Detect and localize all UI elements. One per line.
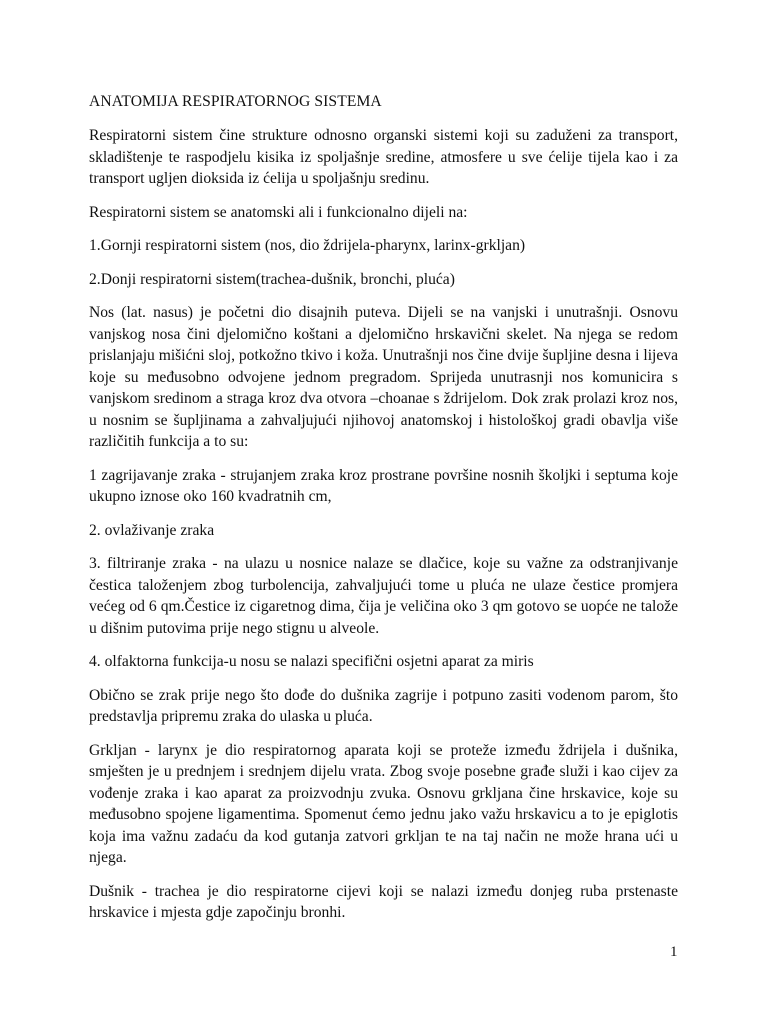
list-item-warming: 1 zagrijavanje zraka - strujanjem zraka kroz prostrane površine nosnih školjki i septuma koje ukupno iznose oko 160 kvadratnih cm, bbox=[89, 466, 678, 505]
paragraph-division: Respiratorni sistem se anatomski ali i funkcionalno dijeli na: bbox=[89, 203, 468, 221]
paragraph-larynx: Grkljan - larynx je dio respiratornog aparata koji se proteže između ždrijela i dušnika, smješten je u prednjem i srednjem dijelu vrata. Zbog svoje posebne građe služi i kao cijev za vođenje zraka i kao aparat za proizvodnju zvuka. Osnovu grkljana čine hrskavice, koje su međusobno spojene ligamentima. Spomenut ćemo jednu jako važu hrskavicu a to je epiglotis koja ima važnu zadaću da kod gutanja zatvori grkljan te na taj način ne može hrana ući u njega. bbox=[89, 741, 678, 866]
list-item-humidifying: 2. ovlaživanje zraka bbox=[89, 521, 215, 539]
list-item-lower-system: 2.Donji respiratorni sistem(trachea-dušnik, bronchi, pluća) bbox=[89, 270, 455, 288]
paragraph-intro: Respiratorni sistem čine strukture odnosno organski sistemi koji su zaduženi za transport, skladištenje te raspodjelu kisika iz spoljašnje sredine, atmosfere u sve ćelije tijela kao i za transport ugljen dioksida iz ćelija u spoljašnju sredinu. bbox=[89, 127, 678, 187]
list-item-olfactory: 4. olfaktorna funkcija-u nosu se nalazi specifični osjetni aparat za miris bbox=[89, 653, 534, 670]
list-item-filtering: 3. filtriranje zraka - na ulazu u nosnice nalaze se dlačice, koje su važne za odstranjivanje čestica taloženjem zbog turbolencija, zahvaljujući tome u pluća ne ulaze čestice promjera većeg od 6 qm.Čestice iz cigaretnog dima, čija je veličina oko 3 qm gotovo se uopće ne talože u dišnim putovima prije nego stignu u alveole. bbox=[89, 555, 678, 637]
page-number: 1 bbox=[670, 944, 678, 960]
list-item-upper-system: 1.Gornji respiratorni sistem (nos, dio ždrijela-pharynx, larinx-grkljan) bbox=[89, 237, 526, 254]
paragraph-nose: Nos (lat. nasus) je početni dio disajnih puteva. Dijeli se na vanjski i unutrašnji. Osnovu vanjskog nosa čini djelomično koštani a djelomično hrskavični skelet. Na njega se redom prislanjaju mišićni sloj, potkožno tkivo i koža. Unutrašnji nos čine dvije šupljine desna i lijeva koje su međusobno odvojene jednom pregradom. Sprijeda unutrasnji nos komunicira s vanjskom sredinom a straga kroz dva otvora –choanae s ždrijelom. Dok zrak prolazi kroz nos, u nosnim se šupljinama a zahvaljujući njihovoj anatomskoj i histološkoj gradi obavlja više različitih funkcija a to su: bbox=[89, 304, 678, 450]
page-content bbox=[89, 91, 678, 936]
document-title: ANATOMIJA RESPIRATORNOG SISTEMA bbox=[89, 93, 382, 110]
paragraph-trachea: Dušnik - trachea je dio respiratorne cijevi koji se nalazi između donjeg ruba prstenaste hrskavice i mjesta gdje započinju bronhi. bbox=[89, 882, 678, 921]
paragraph-air-preparation: Obično se zrak prije nego što dođe do dušnika zagrije i potpuno zasiti vodenom parom, što predstavlja pripremu zraka do ulaska u pluća. bbox=[89, 686, 678, 725]
